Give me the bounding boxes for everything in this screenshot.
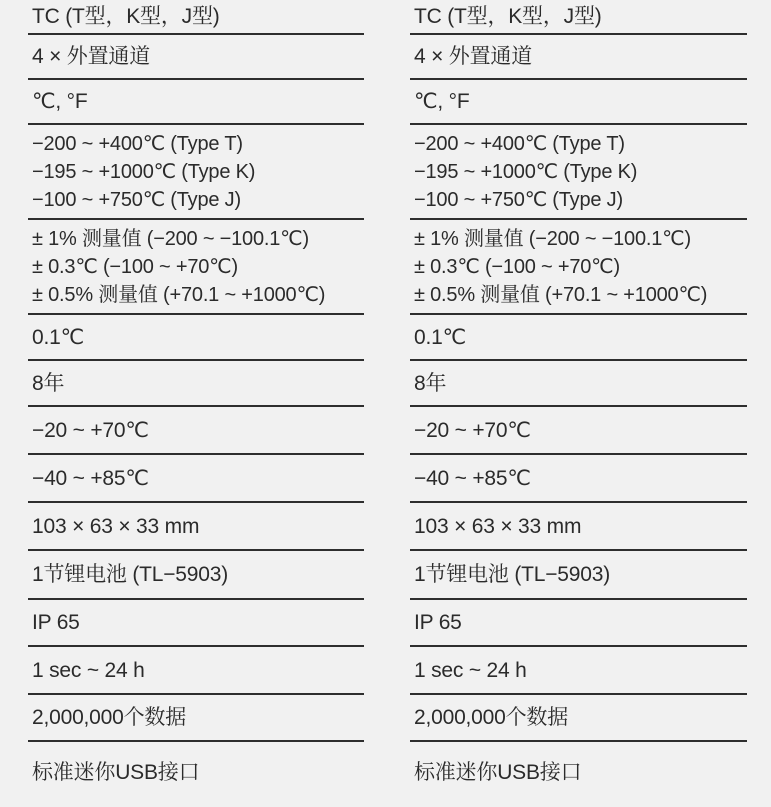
dimensions-row [28, 503, 364, 551]
memory-capacity-row [410, 695, 747, 742]
dimensions-row [410, 503, 747, 551]
spec-value: 0.1℃ [32, 325, 84, 349]
spec-value: ± 1% 测量值 (−200 ~ −100.1℃) [32, 227, 309, 250]
lifetime-row [28, 361, 364, 407]
spec-value: −20 ~ +70℃ [414, 418, 531, 442]
spec-value: −40 ~ +85℃ [414, 466, 531, 490]
spec-value: 0.1℃ [414, 325, 466, 349]
spec-value: TC (T型，K型，J型) [414, 5, 602, 28]
spec-value: TC (T型，K型，J型) [32, 5, 220, 28]
spec-value: IP 65 [414, 611, 462, 634]
storage-temperature-row [410, 455, 747, 503]
spec-value: 4 × 外置通道 [32, 45, 151, 68]
spec-value: −200 ~ +400℃ (Type T) [414, 132, 625, 155]
channel-count-row [28, 35, 364, 80]
memory-capacity-row [28, 695, 364, 742]
interface-row [410, 742, 747, 802]
operating-temperature-row [28, 407, 364, 455]
spec-value: ± 0.5% 测量值 (+70.1 ~ +1000℃) [32, 283, 326, 306]
spec-value: −100 ~ +750℃ (Type J) [32, 188, 241, 211]
sensor-type-row [28, 0, 364, 35]
spec-column-left [28, 0, 364, 802]
measurement-range-row [410, 125, 747, 220]
spec-value: −195 ~ +1000℃ (Type K) [414, 160, 638, 183]
operating-temperature-row [410, 407, 747, 455]
spec-value: 标准迷你USB接口 [32, 760, 200, 784]
spec-value: −100 ~ +750℃ (Type J) [414, 188, 623, 211]
spec-value: ± 0.3℃ (−100 ~ +70℃) [32, 255, 238, 278]
protection-rating-row [410, 600, 747, 647]
accuracy-row [410, 220, 747, 315]
spec-value: −20 ~ +70℃ [32, 418, 149, 442]
battery-row [28, 551, 364, 600]
spec-column-right [410, 0, 747, 802]
spec-value: 2,000,000个数据 [414, 706, 569, 729]
spec-value: 2,000,000个数据 [32, 706, 187, 729]
lifetime-row [410, 361, 747, 407]
spec-value: 103 × 63 × 33 mm [32, 514, 200, 538]
logging-interval-row [410, 647, 747, 695]
interface-row [28, 742, 364, 802]
measurement-range-row [28, 125, 364, 220]
sensor-type-row [410, 0, 747, 35]
spec-value: ± 1% 测量值 (−200 ~ −100.1℃) [414, 227, 691, 250]
resolution-row [410, 315, 747, 361]
spec-value: 103 × 63 × 33 mm [414, 514, 582, 538]
resolution-row [28, 315, 364, 361]
battery-row [410, 551, 747, 600]
spec-value: ± 0.5% 测量值 (+70.1 ~ +1000℃) [414, 283, 708, 306]
accuracy-row [28, 220, 364, 315]
spec-value: 1 sec ~ 24 h [414, 658, 527, 682]
storage-temperature-row [28, 455, 364, 503]
spec-value: ± 0.3℃ (−100 ~ +70℃) [414, 255, 620, 278]
spec-value: 标准迷你USB接口 [414, 760, 582, 784]
spec-value: ℃, °F [414, 90, 470, 113]
spec-value: −200 ~ +400℃ (Type T) [32, 132, 243, 155]
spec-value: ℃, °F [32, 90, 88, 113]
temperature-unit-row [410, 80, 747, 125]
logging-interval-row [28, 647, 364, 695]
channel-count-row [410, 35, 747, 80]
protection-rating-row [28, 600, 364, 647]
spec-value: 8年 [32, 371, 65, 395]
spec-value: −40 ~ +85℃ [32, 466, 149, 490]
spec-value: 1 sec ~ 24 h [32, 658, 145, 682]
spec-value: 1节锂电池 (TL−5903) [32, 563, 228, 586]
spec-value: IP 65 [32, 611, 80, 634]
spec-value: 4 × 外置通道 [414, 45, 533, 68]
spec-value: −195 ~ +1000℃ (Type K) [32, 160, 256, 183]
spec-value: 8年 [414, 371, 447, 395]
spec-value: 1节锂电池 (TL−5903) [414, 563, 610, 586]
temperature-unit-row [28, 80, 364, 125]
